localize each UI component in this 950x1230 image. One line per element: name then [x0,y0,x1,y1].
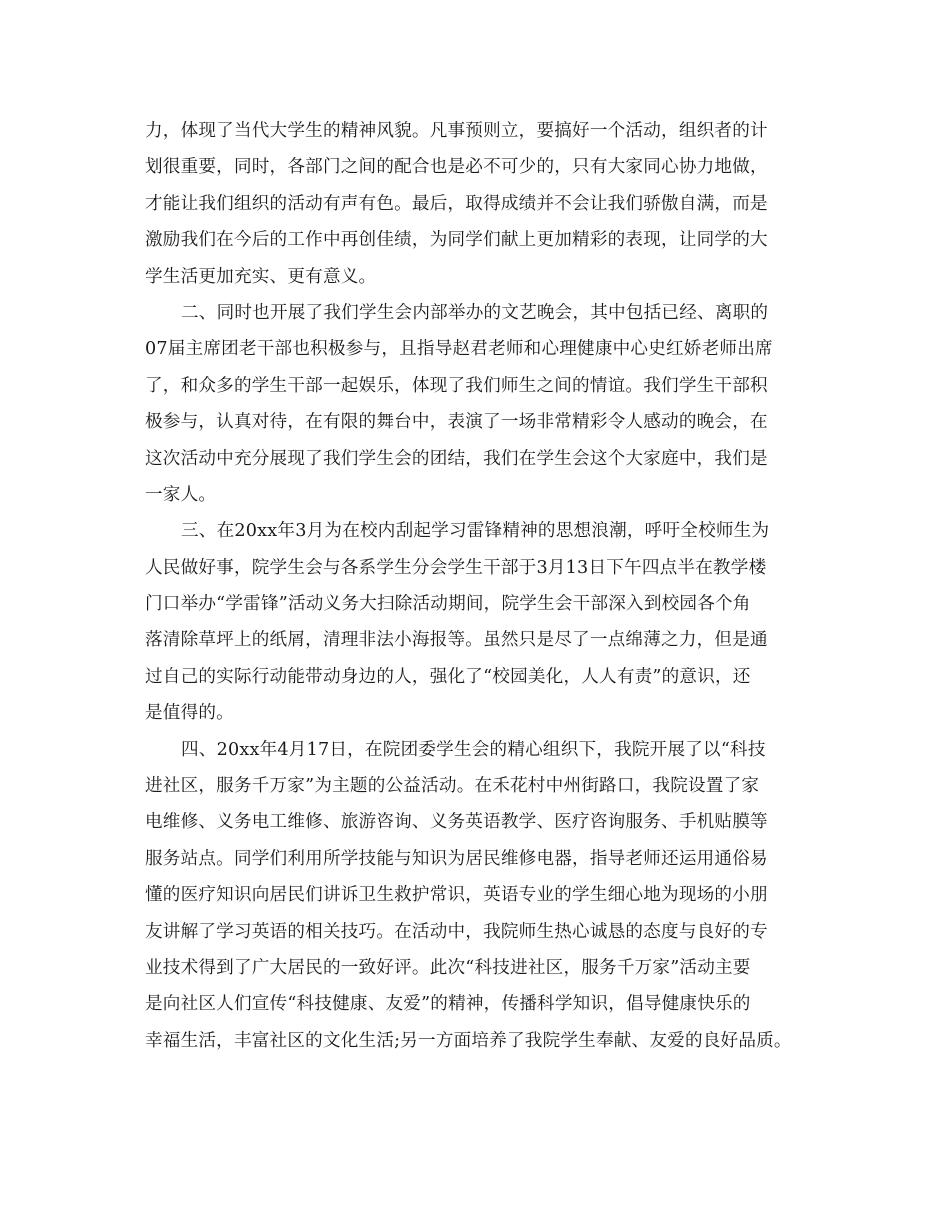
text-line: 人民做好事，院学生会与各系学生分会学生干部于3月13日下午四点半在教学楼 [145,557,767,578]
paragraph-first-line: 四、20xx年4月17日，在院团委学生会的精心组织下，我院开展了以“科技 [181,739,766,760]
text-line: 划很重要，同时，各部门之间的配合也是必不可少的，只有大家同心协力地做， [145,157,768,178]
document-body [145,113,825,1059]
text-line: 进社区，服务千万家”为主题的公益活动。在禾花村中州街路口，我院设置了家 [145,776,760,797]
text-line: 07届主席团老干部也积极参与，且指导赵君老师和心理健康中心史红娇老师出席 [145,339,773,360]
text-line: 过自己的实际行动能带动身边的人，强化了“校园美化，人人有责”的意识，还 [145,666,751,687]
text-line: 了，和众多的学生干部一起娱乐，体现了我们师生之间的情谊。我们学生干部积 [145,375,768,396]
text-line: 一家人。 [145,484,217,505]
text-line: 门口举办“学雷锋”活动义务大扫除活动期间，院学生会干部深入到校园各个角 [145,594,751,615]
text-line: 是值得的。 [145,703,234,724]
text-line: 落清除草坪上的纸屑，清理非法小海报等。虽然只是尽了一点绵薄之力，但是通 [145,630,768,651]
paragraph-first-line: 二、同时也开展了我们学生会内部举办的文艺晚会，其中包括已经、离职的 [181,302,769,323]
paragraph-first-line: 三、在20xx年3月为在校内刮起学习雷锋精神的思想浪潮，呼吁全校师生为 [181,521,770,542]
text-line: 幸福生活，丰富社区的文化生活;另一方面培养了我院学生奉献、友爱的良好品质。 [145,1030,792,1051]
text-line: 学生活更加充实、更有意义。 [145,266,377,287]
text-line: 才能让我们组织的活动有声有色。最后，取得成绩并不会让我们骄傲自满，而是 [145,193,768,214]
text-line: 激励我们在今后的工作中再创佳绩，为同学们献上更加精彩的表现，让同学的大 [145,230,768,251]
text-line: 懂的医疗知识向居民们讲诉卫生救护常识，英语专业的学生细心地为现场的小朋 [145,885,768,906]
text-line: 这次活动中充分展现了我们学生会的团结，我们在学生会这个大家庭中，我们是 [145,448,768,469]
text-line: 极参与，认真对待，在有限的舞台中，表演了一场非常精彩令人感动的晚会，在 [145,412,768,433]
text-line: 是向社区人们宣传“科技健康、友爱”的精神，传播科学知识，倡导健康快乐的 [145,994,751,1015]
text-line: 电维修、义务电工维修、旅游咨询、义务英语教学、医疗咨询服务、手机贴膜等 [145,812,768,833]
text-line: 友讲解了学习英语的相关技巧。在活动中，我院师生热心诚恳的态度与良好的专 [145,921,768,942]
text-line: 力，体现了当代大学生的精神风貌。凡事预则立，要搞好一个活动，组织者的计 [145,121,768,141]
text-line: 业技术得到了广大居民的一致好评。此次“科技进社区，服务千万家”活动主要 [145,957,751,978]
text-line: 服务站点。同学们利用所学技能与知识为居民维修电器，指导老师还运用通俗易 [145,848,768,869]
